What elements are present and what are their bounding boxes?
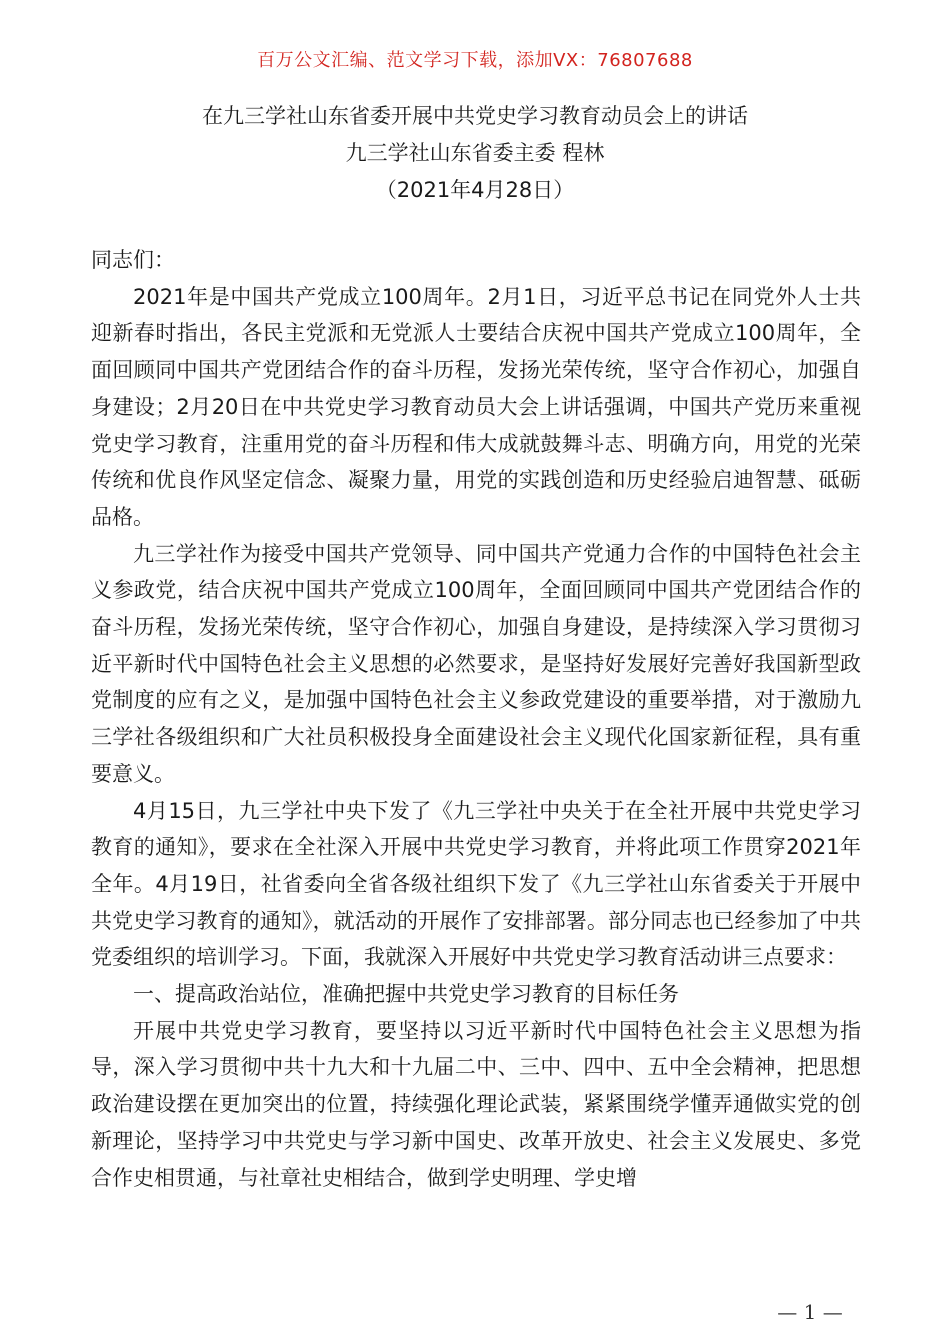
section-heading-one: 一、提高政治站位，准确把握中共党史学习教育的目标任务 [133,982,679,1007]
speech-title: 在九三学社山东省委开展中共党史学习教育动员会上的讲话 [202,104,748,128]
speaker-line: 九三学社山东省委主委 程林 [345,141,605,165]
title-block [0,98,950,209]
paragraph-section-one: 开展中共党史学习教育，要坚持以习近平新时代中国特色社会主义思想为指导，深入学习贯彻中共十九大和十九届二中、三中、四中、五中全会精神，把思想政治建设摆在更加突出的位置，持续强化理论武装，紧紧围绕学懂弄通做实党的创新理论，坚持学习中共党史与学习新中国史、改革开放史、社会主义发展史、多党合作史相贯通，与社章社史相结合，做到学史明理、学史增 [91,1018,861,1190]
speech-body [91,242,861,1196]
salutation: 同志们： [91,248,175,272]
paragraph-notice: 4月15日，九三学社中央下发了《九三学社中央关于在全社开展中共党史学习教育的通知》，要求在全社深入开展中共党史学习教育，并将此项工作贯穿2021年全年。4月19日，社省委向全省各级社组织下发了《九三学社山东省委关于开展中共党史学习教育的通知》，就活动的开展作了安排部署。部分同志也已经参加了中共党委组织的培训学习。下面，我就深入开展好中共党史学习教育活动讲三点要求： [91,798,861,970]
paragraph-significance: 九三学社作为接受中国共产党领导、同中国共产党通力合作的中国特色社会主义参政党，结合庆祝中国共产党成立100周年，全面回顾同中国共产党团结合作的奋斗历程，发扬光荣传统，坚守合作初心，加强自身建设，是持续深入学习贯彻习近平新时代中国特色社会主义思想的必然要求，是坚持好发展好完善好我国新型政党制度的应有之义，是加强中国特色社会主义参政党建设的重要举措，对于激励九三学社各级组织和广大社员积极投身全面建设社会主义现代化国家新征程，具有重要意义。 [91,541,861,786]
page-number: — 1 — [777,1300,843,1324]
speech-date: （2021年4月28日） [375,178,575,202]
paragraph-intro: 2021年是中国共产党成立100周年。2月1日，习近平总书记在同党外人士共迎新春时指出，各民主党派和无党派人士要结合庆祝中国共产党成立100周年，全面回顾同中国共产党团结合作的奋斗历程，发扬光荣传统，坚守合作初心，加强自身建设；2月20日在中共党史学习教育动员大会上讲话强调，中国共产党历来重视党史学习教育，注重用党的奋斗历程和伟大成就鼓舞斗志、明确方向，用党的光荣传统和优良作风坚定信念、凝聚力量，用党的实践创造和历史经验启迪智慧、砥砺品格。 [91,284,861,529]
watermark-banner: 百万公文汇编、范文学习下载，添加VX：76807688 [257,50,693,71]
